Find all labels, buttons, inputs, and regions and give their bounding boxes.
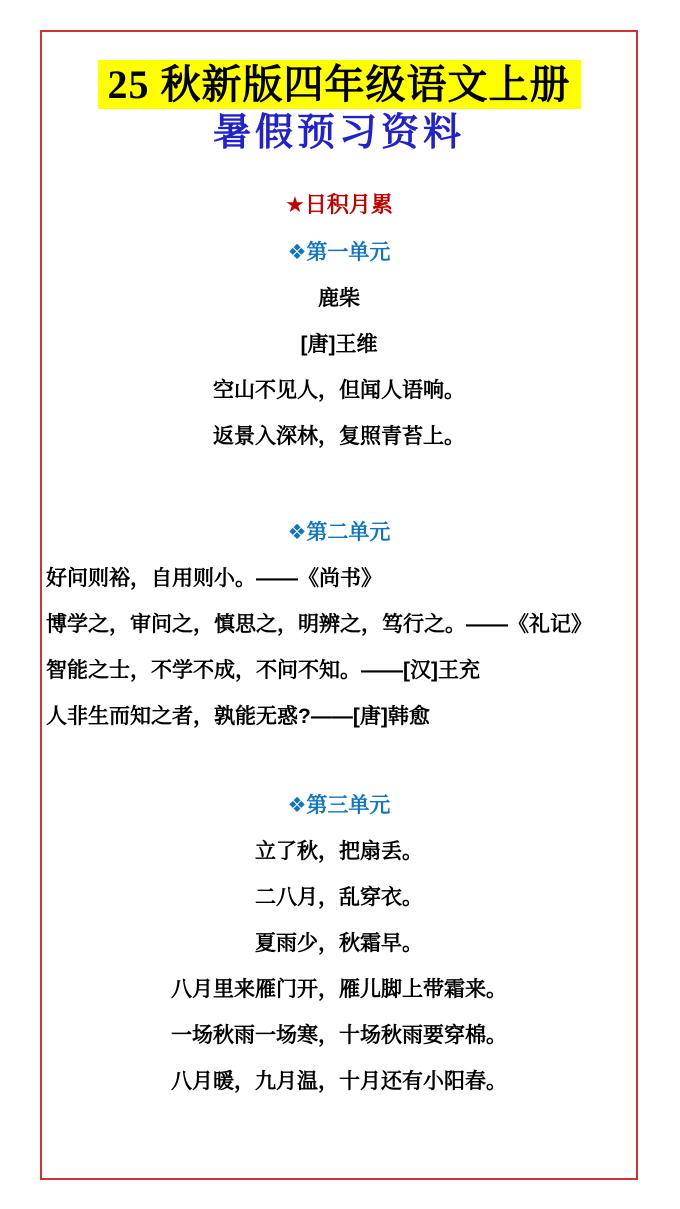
poem-author: [唐]王维: [300, 332, 378, 356]
page-content: [42, 32, 636, 1095]
text-line: 夏雨少，秋霜早。: [255, 931, 423, 955]
diamond-icon: ❖: [287, 520, 307, 544]
text-line: 立了秋，把扇丢。: [255, 839, 423, 863]
section-heading-unit-2: [46, 520, 632, 546]
text-line: 八月暖，九月温，十月还有小阳春。: [171, 1069, 507, 1093]
section-heading-unit-1: [46, 240, 632, 266]
diamond-icon: ❖: [287, 793, 307, 817]
section-heading-unit-3: [46, 793, 632, 819]
text-line: 八月里来雁门开，雁儿脚上带霜来。: [171, 977, 507, 1001]
section-unit-2: [46, 520, 632, 730]
section-label: 第二单元: [306, 520, 391, 544]
star-icon: ★: [285, 191, 305, 217]
text-line: 人非生而知之者，孰能无惑?——[唐]韩愈: [46, 704, 430, 728]
page-subtitle: 暑假预习资料: [212, 112, 465, 155]
topic-heading: [46, 192, 632, 218]
page-title: 25 秋新版四年级语文上册: [98, 60, 581, 109]
text-line: 二八月，乱穿衣。: [255, 885, 423, 909]
text-line: 好问则裕，自用则小。——《尚书》: [46, 566, 382, 590]
page-frame: [40, 30, 638, 1180]
diamond-icon: ❖: [287, 240, 307, 264]
title-row: [46, 60, 632, 109]
text-line: 一场秋雨一场寒，十场秋雨要穿棉。: [171, 1023, 507, 1047]
text-line: 智能之士，不学不成，不问不知。——[汉]王充: [46, 658, 480, 682]
section-unit-3: [46, 793, 632, 1095]
text-line: 返景入深林，复照青苔上。: [213, 424, 465, 448]
section-label: 第三单元: [306, 793, 391, 817]
topic-label: 日积月累: [304, 191, 393, 217]
text-line: 空山不见人，但闻人语响。: [213, 378, 465, 402]
section-unit-1: [46, 240, 632, 450]
text-line: 博学之，审问之，慎思之，明辨之，笃行之。——《礼记》: [46, 612, 592, 636]
section-label: 第一单元: [306, 240, 391, 264]
poem-title: 鹿柴: [318, 286, 360, 310]
